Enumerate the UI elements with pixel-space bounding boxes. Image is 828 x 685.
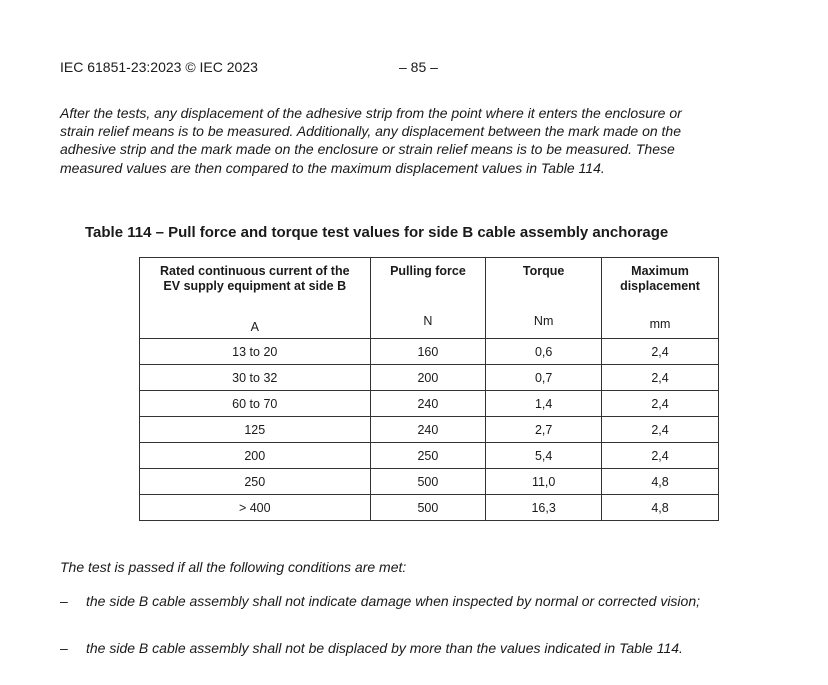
table-cell: 250	[370, 443, 486, 469]
document-standard-header: IEC 61851-23:2023 © IEC 2023	[60, 59, 258, 75]
table-row	[140, 443, 719, 469]
table-cell: 2,4	[602, 443, 719, 469]
table-row	[140, 495, 719, 521]
table-cell: 240	[370, 417, 486, 443]
table-header-row	[140, 258, 719, 339]
table-cell: 2,7	[486, 417, 602, 443]
conditions-intro: The test is passed if all the following conditions are met:	[60, 559, 407, 575]
header-unit: Nm	[533, 314, 554, 328]
header-unit: mm	[649, 317, 671, 331]
table-cell: 160	[370, 339, 486, 365]
table-cell: 30 to 32	[140, 365, 371, 391]
table-row	[140, 391, 719, 417]
table-cell: 4,8	[602, 495, 719, 521]
header-maximum-displacement	[602, 258, 719, 339]
table-cell: 13 to 20	[140, 339, 371, 365]
table-caption: Table 114 – Pull force and torque test values for side B cable assembly anchorage	[85, 224, 669, 241]
table-cell: 240	[370, 391, 486, 417]
table-cell: 200	[370, 365, 486, 391]
table-cell: 2,4	[602, 391, 719, 417]
table-cell: > 400	[140, 495, 371, 521]
header-torque	[486, 258, 602, 339]
header-label: Torque	[522, 264, 565, 278]
table-cell: 500	[370, 495, 486, 521]
table-row	[140, 365, 719, 391]
page-number: – 85 –	[399, 59, 438, 75]
condition-item	[60, 638, 740, 658]
intro-paragraph: After the tests, any displacement of the adhesive strip from the point where it enters the enclosure or strain relief means is to be measured. Additionally, any displacement between the mark made on the adhesive strip and the mark made on the enclosure or strain relief means is to be measured. These measured values are then compared to the maximum displacement values in Table 114.	[60, 105, 682, 176]
table-cell: 2,4	[602, 339, 719, 365]
table-row	[140, 339, 719, 365]
header-unit: A	[250, 320, 259, 334]
table-cell: 2,4	[602, 417, 719, 443]
table-cell: 2,4	[602, 365, 719, 391]
table-cell: 500	[370, 469, 486, 495]
header-rated-current	[140, 258, 371, 339]
list-dash: –	[60, 640, 68, 656]
condition-item	[60, 591, 740, 611]
condition-text: the side B cable assembly shall not be displaced by more than the values indicated in Table 114.	[86, 640, 683, 656]
table-row	[140, 417, 719, 443]
table-cell: 250	[140, 469, 371, 495]
condition-text: the side B cable assembly shall not indicate damage when inspected by normal or corrected vision;	[86, 593, 700, 609]
displacement-table	[139, 257, 719, 521]
header-pulling-force	[370, 258, 486, 339]
table-cell: 16,3	[486, 495, 602, 521]
table-cell: 5,4	[486, 443, 602, 469]
table-cell: 60 to 70	[140, 391, 371, 417]
table-cell: 200	[140, 443, 371, 469]
table-cell: 4,8	[602, 469, 719, 495]
table-cell: 0,6	[486, 339, 602, 365]
table-cell: 11,0	[486, 469, 602, 495]
header-label: Rated continuous current of the EV supply equipment at side B	[159, 264, 350, 293]
header-label: Pulling force	[390, 264, 466, 278]
table-cell: 125	[140, 417, 371, 443]
table-cell: 1,4	[486, 391, 602, 417]
header-unit: N	[423, 314, 433, 328]
header-label: Maximum displacement	[620, 264, 700, 293]
table-row	[140, 469, 719, 495]
table-cell: 0,7	[486, 365, 602, 391]
list-dash: –	[60, 593, 68, 609]
